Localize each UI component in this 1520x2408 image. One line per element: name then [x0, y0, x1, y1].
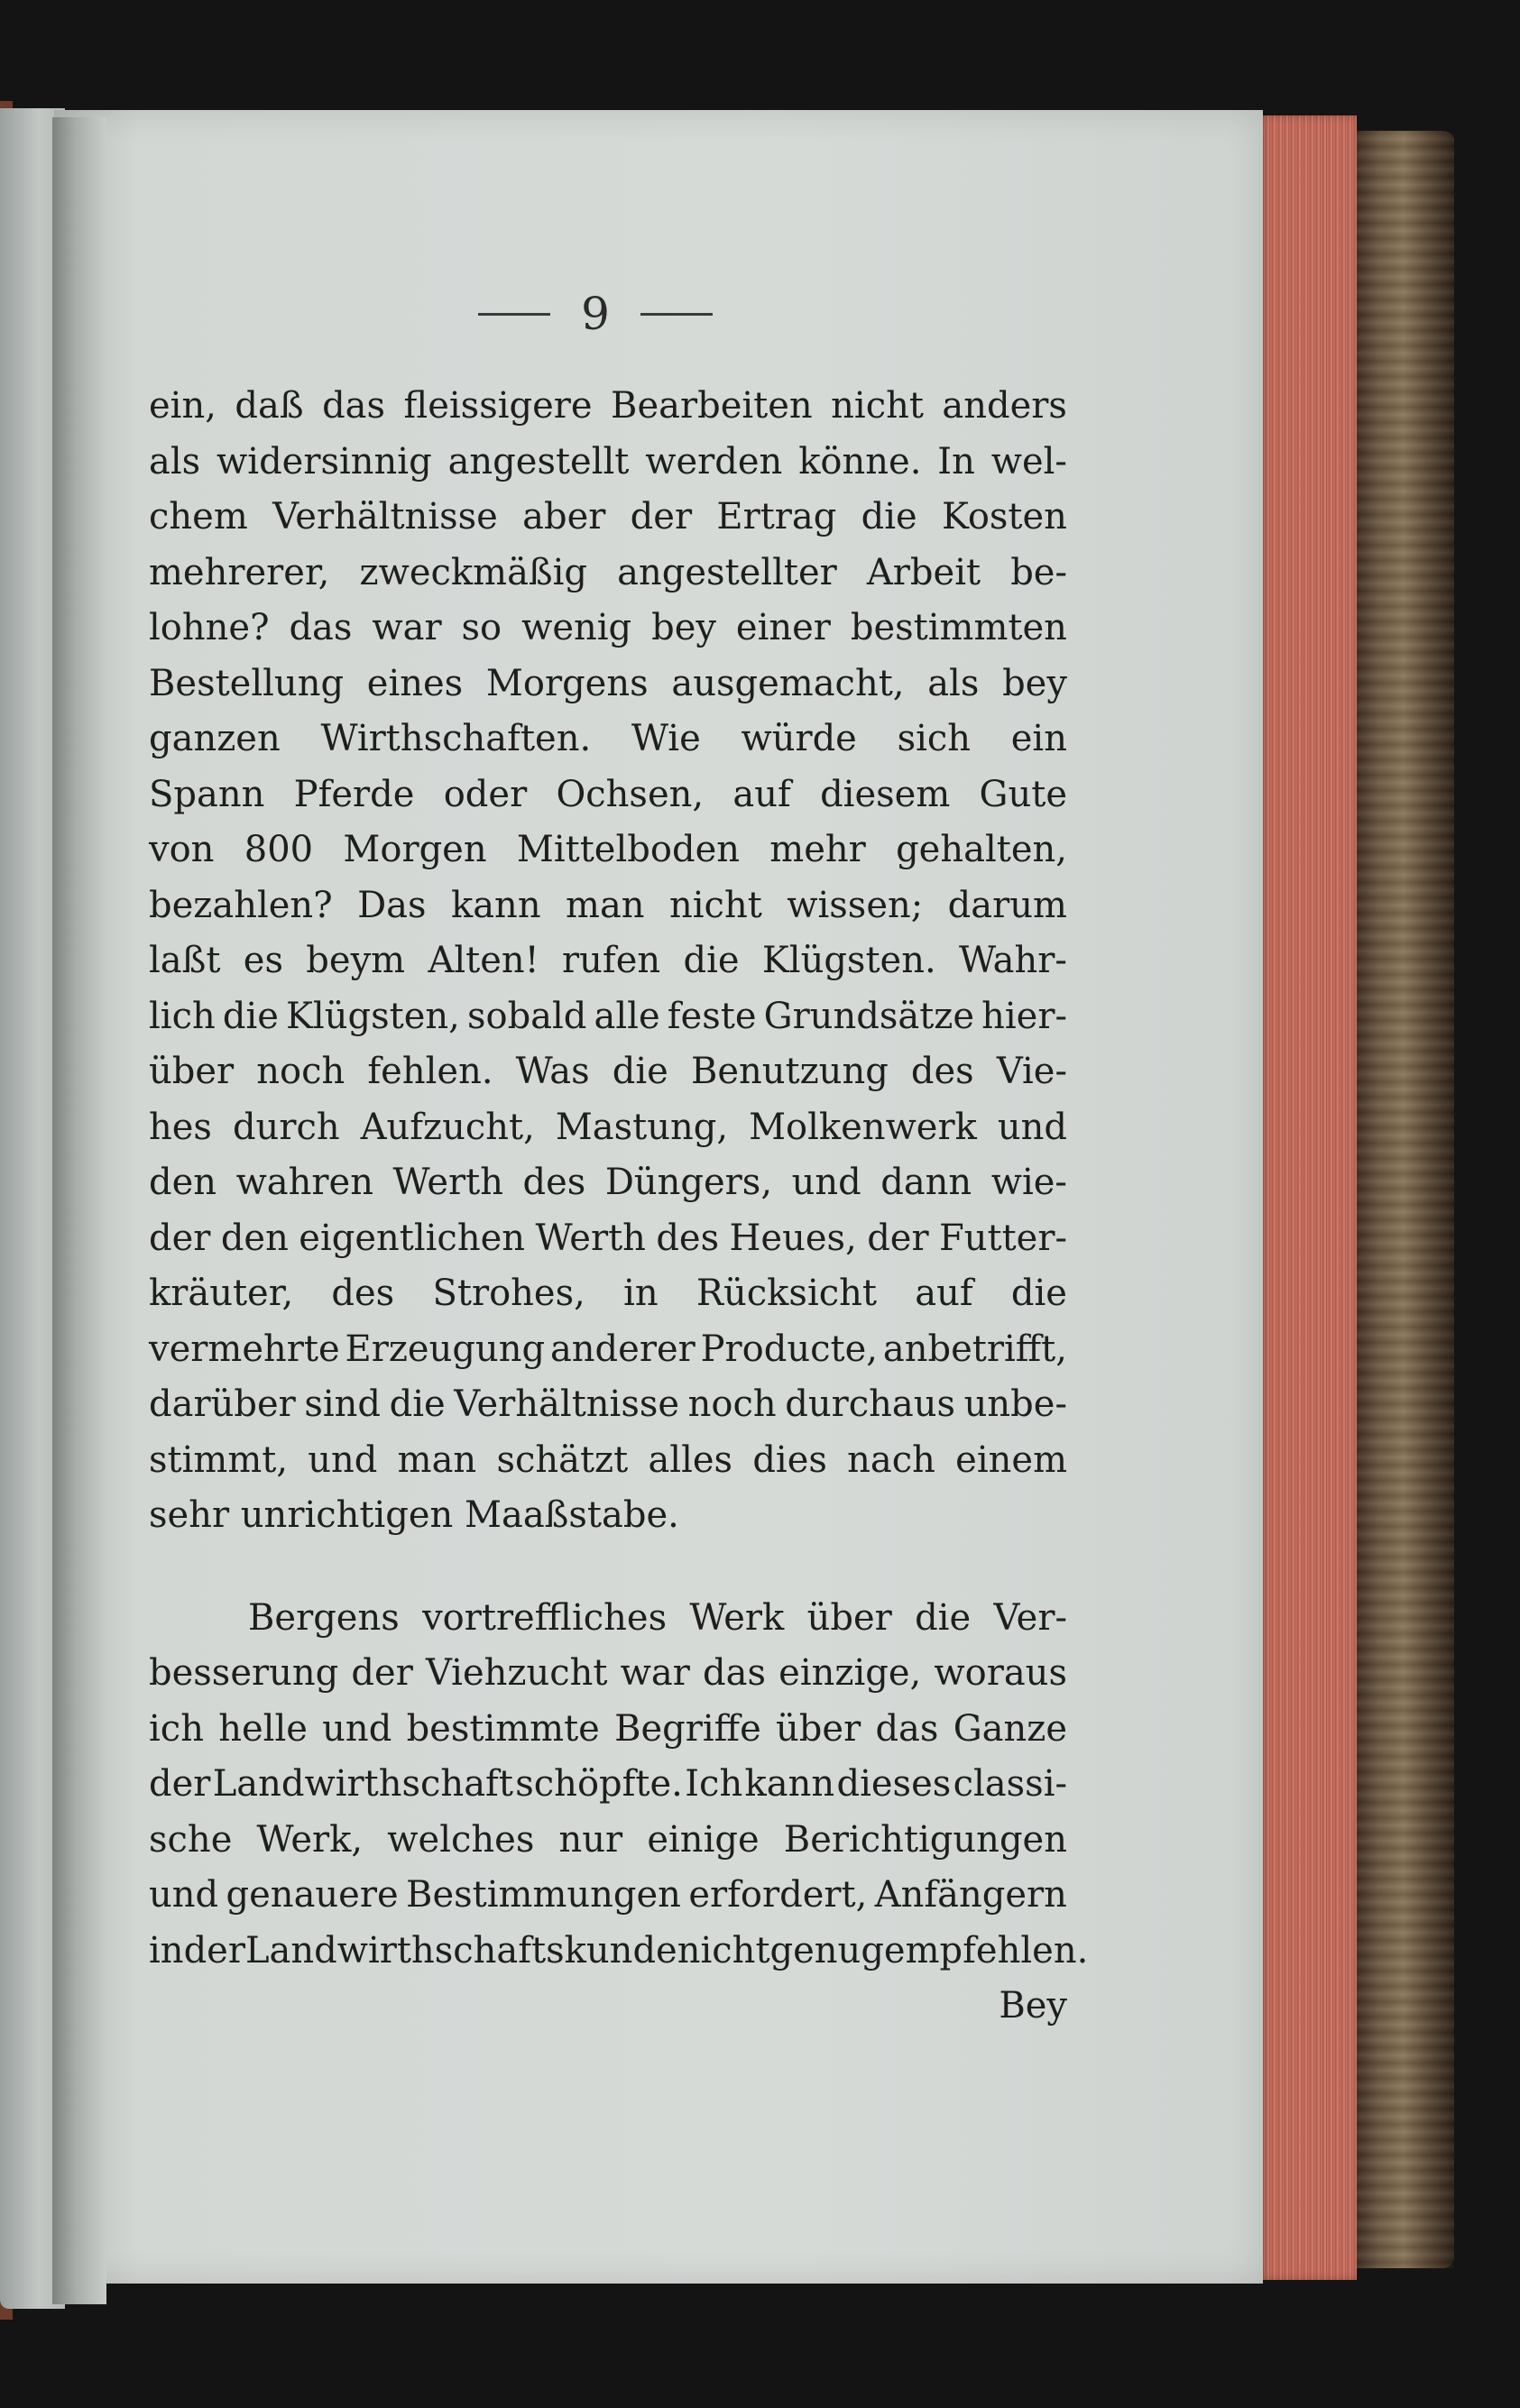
- text-line: der den eigentlichen Werth des Heues, der Futter-: [149, 1217, 1067, 1259]
- paragraph-2: [149, 1591, 1089, 1980]
- text-line: ganzen Wirthschaften. Wie würde sich ein: [149, 718, 1067, 759]
- paragraph-1: [149, 379, 1067, 1544]
- text-line: und genauere Bestimmungen erfordert, Anfängern: [149, 1874, 1067, 1916]
- text-line: hes durch Aufzucht, Mastung, Molkenwerk und: [149, 1106, 1067, 1148]
- text-line: lohne? das war so wenig bey einer bestimmten: [149, 607, 1067, 648]
- text-line: kräuter, des Strohes, in Rücksicht auf die: [149, 1273, 1067, 1314]
- text-line: sehr unrichtigen Maaßstabe.: [149, 1494, 679, 1536]
- body-text: [149, 379, 1089, 2035]
- text-line: von 800 Morgen Mittelboden mehr gehalten,: [149, 829, 1067, 870]
- text-line: bezahlen? Das kann man nicht wissen; darum: [149, 884, 1067, 926]
- book-cover-right: [1353, 131, 1454, 2268]
- text-line: ein, daß das fleissigere Bearbeiten nicht anders: [149, 385, 1067, 427]
- text-line: Bergens vortreffliches Werk über die Ver-: [248, 1596, 1067, 1639]
- page-edges: [1257, 115, 1357, 2280]
- paragraph-gap: [149, 1544, 1067, 1591]
- text-line: als widersinnig angestellt werden könne. In wel-: [149, 440, 1067, 483]
- page-number: 9: [581, 288, 610, 340]
- text-line: mehrerer, zweckmäßig angestellter Arbeit be-: [149, 551, 1067, 593]
- text-line: über noch fehlen. Was die Benutzung des Vie-: [149, 1051, 1067, 1092]
- header-dash-right: [640, 313, 713, 316]
- text-line: in der Landwirthschaftskunde nicht genug empfehlen.: [149, 1929, 1089, 1971]
- text-line: chem Verhältnisse aber der Ertrag die Kosten: [149, 496, 1067, 538]
- text-line: stimmt, und man schätzt alles dies nach einem: [149, 1438, 1067, 1481]
- text-line: laßt es beym Alten! rufen die Klügsten. Wahr-: [149, 940, 1067, 981]
- text-line: Bestellung eines Morgens ausgemacht, als bey: [149, 662, 1067, 704]
- page-header: [433, 287, 758, 341]
- text-line: Spann Pferde oder Ochsen, auf diesem Gute: [149, 773, 1067, 815]
- text-line: besserung der Viehzucht war das einzige, woraus: [149, 1652, 1067, 1694]
- text-line: lich die Klügsten, sobald alle feste Grundsätze hier-: [149, 995, 1067, 1037]
- page-gutter: [52, 117, 106, 2304]
- text-line: darüber sind die Verhältnisse noch durchaus unbe-: [149, 1383, 1067, 1425]
- header-dash-left: [478, 313, 550, 316]
- text-line: den wahren Werth des Düngers, und dann wie-: [149, 1162, 1067, 1203]
- text-line: vermehrte Erzeugung anderer Producte, anbetrifft,: [149, 1328, 1067, 1370]
- text-line: der Landwirthschaft schöpfte. Ich kann dieses classi-: [149, 1763, 1067, 1805]
- text-line: sche Werk, welches nur einige Berichtigungen: [149, 1818, 1067, 1861]
- text-line: ich helle und bestimmte Begriffe über das Ganze: [149, 1707, 1067, 1750]
- catchword: Bey: [999, 1985, 1067, 2027]
